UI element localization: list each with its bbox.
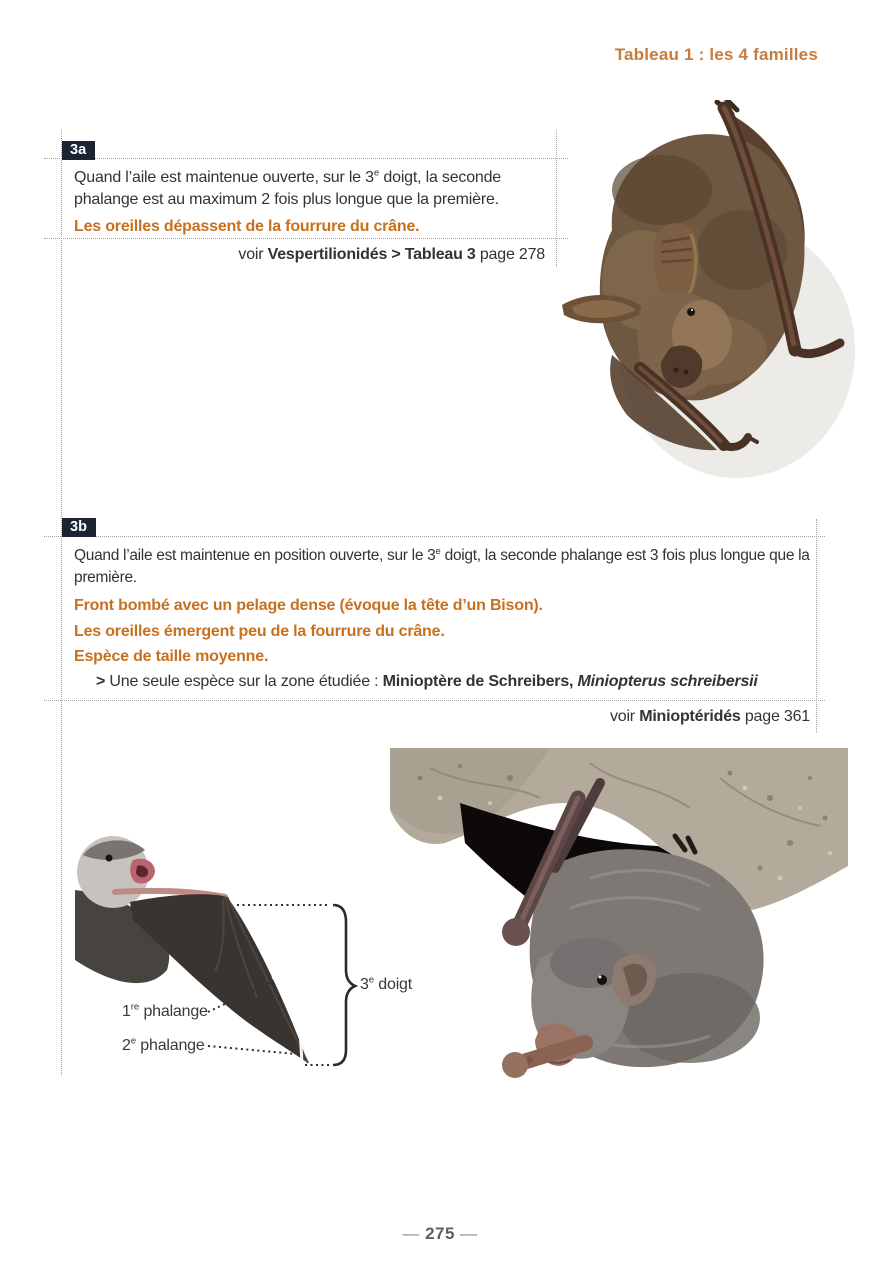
criterion-accent-3a: Les oreilles dépassent de la fourrure du crâne.: [74, 218, 420, 235]
label-phalange-1: 1re phalange: [122, 1001, 208, 1020]
dotted-guide-line-left: [61, 130, 62, 1075]
page-number: — 275 —: [402, 1224, 478, 1243]
page-header-title: Tableau 1 : les 4 familles: [614, 45, 818, 64]
criterion-text-3a: Quand l’aile est maintenue ouverte, sur le 3e doigt, la seconde phalange est au maximum 2 fois plus longue que la première.: [74, 167, 501, 208]
label-phalange-2: 2e phalange: [122, 1035, 205, 1054]
label-doigt-3: 3e doigt: [360, 974, 412, 993]
dotted-line-3b-top: [44, 536, 825, 537]
criterion-accent-3b-1: Front bombé avec un pelage dense (évoque la tête d’un Bison).: [74, 597, 543, 614]
criterion-text-3b: Quand l’aile est maintenue en position ouverte, sur le 3e doigt, la seconde phalange est 3 fois plus longue que la première.: [74, 545, 810, 586]
criterion-accent-3b-2: Les oreilles émergent peu de la fourrure du crâne.: [74, 622, 445, 640]
dotted-line-3b-separator: [44, 700, 825, 701]
key-item-3a-label: 3a: [62, 141, 95, 160]
wing-diagram-illustration: [75, 836, 355, 1065]
bat-hanging-illustration: [562, 100, 855, 478]
key-item-3b-body: [74, 545, 826, 692]
dotted-line-3a-right: [556, 130, 557, 267]
brace-3e-doigt: [333, 905, 355, 1065]
photo-miniopterus-on-rock: [390, 748, 848, 1080]
criterion-accent-3b-3: Espèce de taille moyenne.: [74, 648, 269, 665]
dotted-line-3a-top: [44, 158, 568, 159]
reference-3a: voir Vespertilionidés > Tableau 3 page 278: [238, 246, 545, 263]
key-item-3b-label: 3b: [62, 518, 96, 537]
reference-3b: voir Minioptéridés page 361: [609, 708, 810, 725]
species-line-3b: > Une seule espèce sur la zone étudiée : Minioptère de Schreibers, Miniopterus schreibersii: [96, 672, 758, 690]
dotted-line-3a-separator: [44, 238, 568, 239]
key-item-3a-body: [74, 167, 552, 238]
photo-bat-hanging: [552, 100, 860, 478]
miniopterus-illustration: [390, 748, 848, 1078]
